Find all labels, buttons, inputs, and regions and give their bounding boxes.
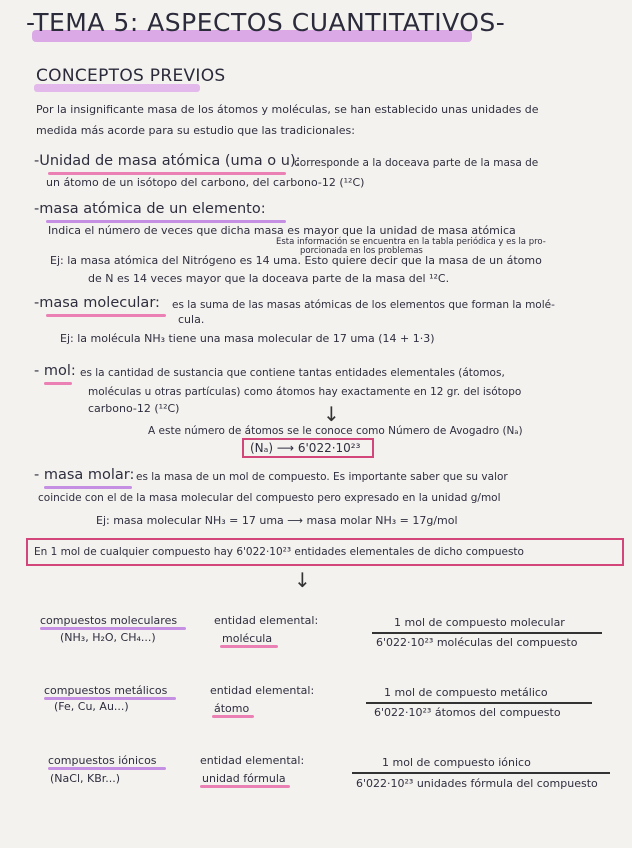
masa-atomica-heading: -masa atómica de un elemento: xyxy=(34,201,266,217)
row-entity: unidad fórmula xyxy=(202,772,286,785)
uma-line-2: un átomo de un isótopo del carbono, del carbono-12 (¹²C) xyxy=(46,176,365,189)
fraction-line xyxy=(352,772,610,774)
masa-molar-heading: - masa molar: xyxy=(34,467,135,483)
uma-heading: -Unidad de masa atómica (uma o u): xyxy=(34,153,301,169)
row-entity-label: entidad elemental: xyxy=(200,754,305,767)
row-type: compuestos metálicos xyxy=(44,684,168,697)
row-examples: (NH₃, H₂O, CH₄...) xyxy=(60,631,156,644)
row-type: compuestos moleculares xyxy=(40,614,178,627)
masa-molecular-underline xyxy=(46,314,166,317)
masa-atomica-line-1: Indica el número de veces que dicha masa es mayor que la unidad de masa atómica xyxy=(48,224,516,237)
masa-molar-example: Ej: masa molecular NH₃ = 17 uma ⟶ masa molar NH₃ = 17g/mol xyxy=(96,514,458,527)
masa-molecular-example: Ej: la molécula NH₃ tiene una masa molecular de 17 uma (14 + 1·3) xyxy=(60,332,435,345)
row-denominator: 6'022·10²³ átomos del compuesto xyxy=(374,706,561,719)
row-numerator: 1 mol de compuesto molecular xyxy=(394,616,565,629)
uma-underline xyxy=(48,172,286,175)
masa-atomica-note-2: porcionada en los problemas xyxy=(300,246,423,256)
avogadro-formula: (Nₐ) ⟶ 6'022·10²³ xyxy=(250,441,361,455)
mol-line-2: moléculas u otras partículas) como átomos hay exactamente en 12 gr. del isótopo xyxy=(88,386,522,398)
avogadro-line: A este número de átomos se le conoce como Número de Avogadro (Nₐ) xyxy=(148,425,523,437)
row-denominator: 6'022·10²³ moléculas del compuesto xyxy=(376,636,578,649)
row-entity-label: entidad elemental: xyxy=(210,684,315,697)
page-title: -TEMA 5: ASPECTOS CUANTITATIVOS- xyxy=(26,8,506,37)
masa-molecular-line-2: cula. xyxy=(178,313,205,326)
row-examples: (NaCl, KBr...) xyxy=(50,772,121,785)
row-entity-underline xyxy=(220,645,278,648)
fraction-line xyxy=(372,632,602,634)
mol-underline xyxy=(44,382,72,385)
row-type: compuestos iónicos xyxy=(48,754,157,767)
row-entity: átomo xyxy=(214,702,250,715)
masa-molar-underline xyxy=(44,486,132,489)
row-entity-underline xyxy=(212,715,254,718)
masa-molecular-line-1: es la suma de las masas atómicas de los elementos que forman la molé- xyxy=(172,299,555,311)
row-type-underline xyxy=(48,767,166,770)
row-numerator: 1 mol de compuesto metálico xyxy=(384,686,548,699)
masa-molar-line-1: es la masa de un mol de compuesto. Es importante saber que su valor xyxy=(136,471,508,483)
mol-line-3: carbono-12 (¹²C) xyxy=(88,402,180,415)
row-examples: (Fe, Cu, Au...) xyxy=(54,700,129,713)
row-type-underline xyxy=(40,627,186,630)
masa-atomica-note-1: Esta información se encuentra en la tabla periódica y es la pro- xyxy=(276,237,546,247)
intro-line-1: Por la insignificante masa de los átomos y moléculas, se han establecido unas unidades de xyxy=(36,103,539,116)
row-entity-underline xyxy=(200,785,290,788)
intro-line-2: medida más acorde para su estudio que las tradicionales: xyxy=(36,124,355,137)
masa-molecular-heading: -masa molecular: xyxy=(34,295,160,311)
fraction-line xyxy=(366,702,592,704)
row-numerator: 1 mol de compuesto iónico xyxy=(382,756,531,769)
down-arrow-icon: ↓ xyxy=(323,402,340,426)
mol-heading: - mol: xyxy=(34,363,76,379)
row-entity-label: entidad elemental: xyxy=(214,614,319,627)
uma-line-1: corresponde a la doceava parte de la masa de xyxy=(294,157,539,169)
masa-molar-line-2: coincide con el de la masa molecular del compuesto pero expresado en la unidad g/mol xyxy=(38,492,501,504)
key-statement: En 1 mol de cualquier compuesto hay 6'022·10²³ entidades elementales de dicho compuesto xyxy=(34,546,524,558)
masa-atomica-example-1: Ej: la masa atómica del Nitrógeno es 14 uma. Esto quiere decir que la masa de un átomo xyxy=(50,254,542,267)
row-entity: molécula xyxy=(222,632,273,645)
mol-line-1: es la cantidad de sustancia que contiene tantas entidades elementales (átomos, xyxy=(80,367,505,379)
row-denominator: 6'022·10²³ unidades fórmula del compuesto xyxy=(356,777,598,790)
down-arrow-icon: ↓ xyxy=(294,568,311,592)
masa-atomica-example-2: de N es 14 veces mayor que la doceava parte de la masa del ¹²C. xyxy=(88,272,450,285)
masa-atomica-underline xyxy=(46,220,286,223)
section-title: CONCEPTOS PREVIOS xyxy=(36,66,226,86)
